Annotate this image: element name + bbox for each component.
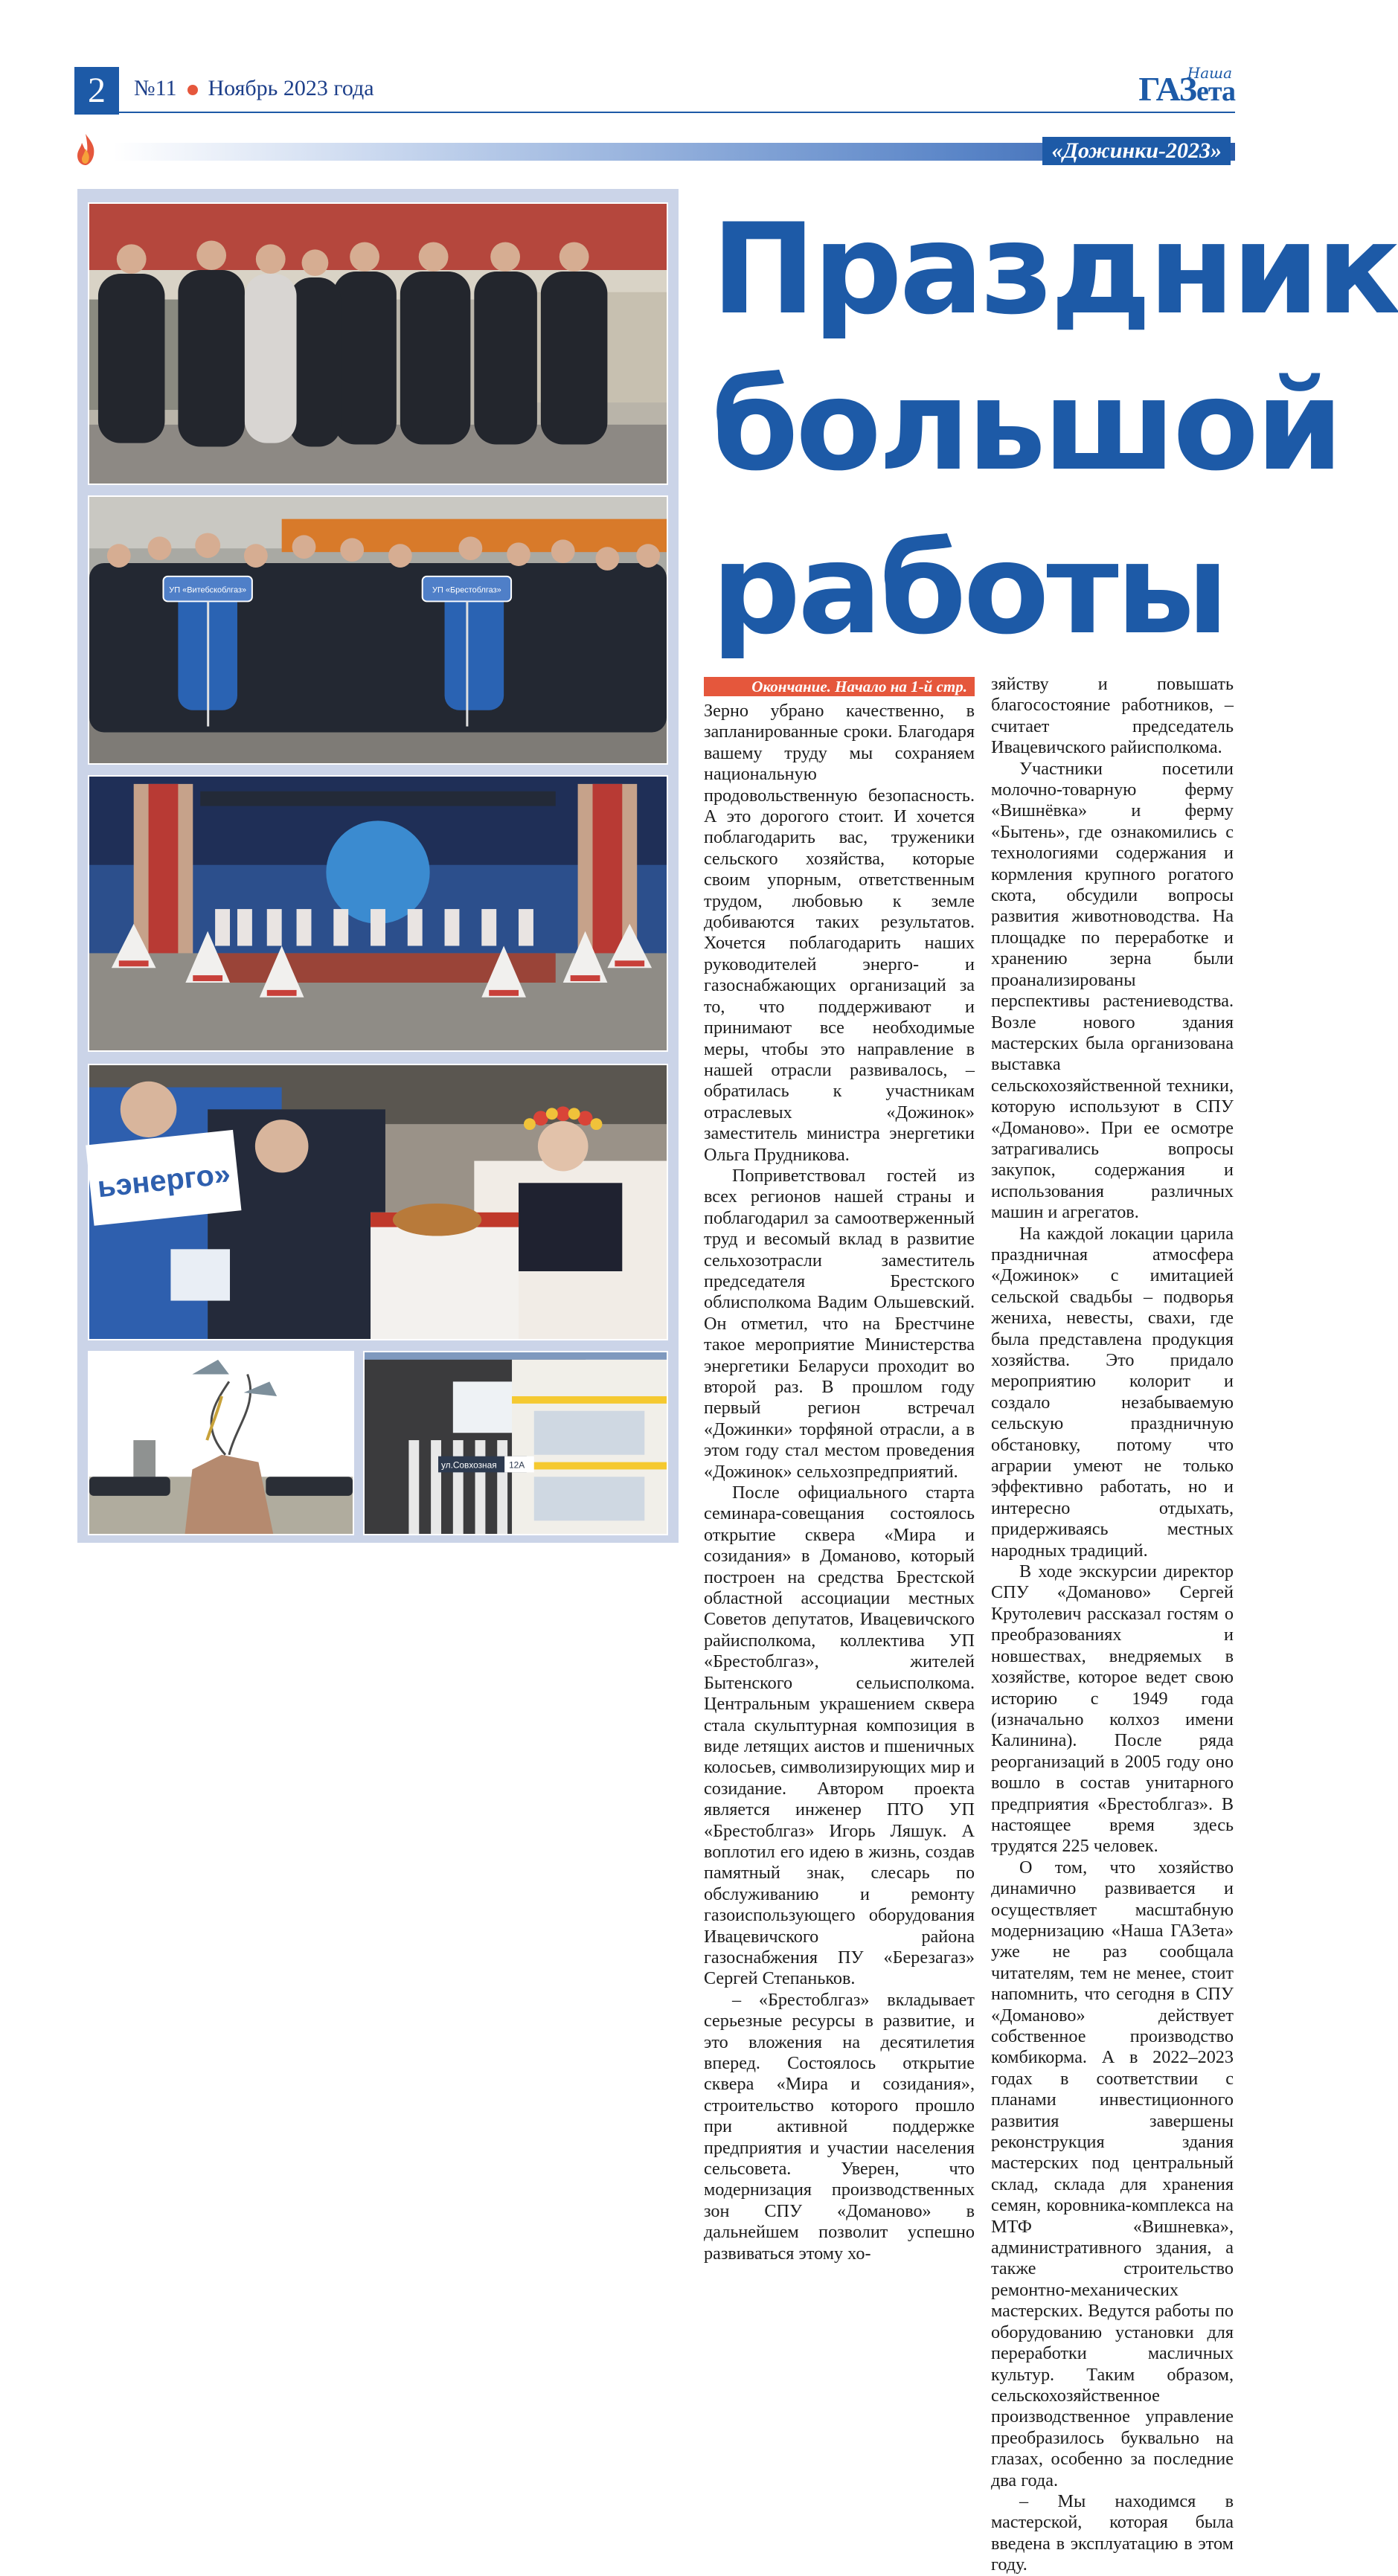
paragraph: В ходе экскурсии директор СПУ «Доманово» Сергей Крутолевич рассказал гостям о преобразованиях и новшествах, внедряемых в хозяйстве, которое ведет свою историю с 1949 года (изначально колхоз имени Калинина). После ряда реорганизаций в 2005 году оно вошло в состав унитарного предприятия «Брестоблгаз». В настоящее время здесь трудятся 225 человек. <box>991 1561 1234 1857</box>
article-column-2 <box>991 674 1234 2576</box>
photo-monument <box>88 1351 354 1535</box>
photo-greeting-image <box>89 1065 667 1339</box>
issue-date: Ноябрь 2023 года <box>208 76 374 100</box>
headline-line-3: работы <box>711 516 1226 662</box>
paragraph: Участники посетили молочно-товарную ферму «Вишнёвка» и ферму «Бытень», где ознакомились с технологиями содержания и кормления крупного рогатого скота, обсудили вопросы развития животноводства. На площадке по переработке и хранению зерна были проанализированы перспективы растениеводства. Возле нового здания мастерских была организована выставка сельскохозяйственной техники, которую используют в СПУ «Доманово». При ее осмотре затрагивались вопросы закупок, содержания и использования различных машин и агрегатов. <box>991 758 1234 1223</box>
newspaper-logo <box>1086 62 1235 110</box>
separator-dot-icon <box>187 85 198 95</box>
headline-line-2: большой <box>711 353 1341 498</box>
paragraph: Зерно убрано качественно, в запланированные сроки. Благодаря вашему труду мы сохраняем национальную продовольственную безопасность. А это дорогого стоит. И хочется поблагодарить вас, труженики сельского хозяйства, которые своим упорным, ответственным трудом, любовью к земле добиваются таких результатов. Хочется поблагодарить наших руководителей энерго- и газоснабжающих организаций за то, что поддерживают и принимают все необходимые меры, чтобы это направление в нашей отрасли развивалось, – обратилась к участникам отраслевых «Дожинок» заместитель министра энергетики Ольга Прудникова. <box>704 701 975 1165</box>
photo-crowd-image <box>89 497 667 763</box>
photo-officials <box>88 202 668 485</box>
header-divider <box>119 112 1235 113</box>
photo-building <box>363 1351 668 1535</box>
photo-crowd <box>88 495 668 765</box>
issue-number: №11 <box>134 76 177 100</box>
logo-top-text: Наша <box>1187 64 1232 82</box>
logo-main-text <box>1138 69 1235 109</box>
paragraph: – «Брестоблгаз» вкладывает серьезные ресурсы в развитие, и это вложения на десятилетия вперед. Состоялось открытие сквера «Мира и созидания», строительство которого прошло при активной поддержке предприятия и участии населения сельсовета. Уверен, что модернизация производственных зон СПУ «Доманово» в дальнейшем позволит успешно развиваться этому хо- <box>704 1989 975 2264</box>
sign-right-text: УП «Брестоблгаз» <box>432 585 501 595</box>
paragraph: зяйству и повышать благосостояние работников, – считает председатель Ивацевичского райисполкома. <box>991 674 1234 758</box>
house-number-text: 12А <box>509 1459 525 1471</box>
page-number: 2 <box>74 67 119 115</box>
paragraph: – Мы находимся в мастерской, которая была введена в эксплуатацию в этом году. <box>991 2490 1234 2575</box>
street-sign-text: ул.Совхозная <box>440 1459 497 1471</box>
paragraph: На каждой локации царила праздничная атмосфера «Дожинок» с имитацией сельской свадьбы – подворья жениха, невесты, свахи, где была представлена продукция хозяйства. Это придало мероприятию колорит и создало незабываемую сельскую праздничную обстановку, потому что аграрии умеют не только эффективно работать, но и интересно отдыхать, придерживаясь местных народных традиций. <box>991 1223 1234 1561</box>
photo-greeting <box>88 1064 668 1340</box>
paragraph: После официального старта семинара-совещания состоялось открытие сквера «Мира и созидания» в Доманово, который построен на средства Брестской областной ассоциации местных Советов депутатов, Ивацевичского райисполкома, коллектива УП «Брестоблгаз», жителей Бытенского сельисполкома. Центральным украшением сквера стала скульптурная композиция в виде летящих аистов и пшеничных колосьев, символизирующих мир и созидание. Автором проекта является инженер ПТО УП «Брестоблгаз» Игорь Ляшук. А воплотил его идею в жизнь, создав памятный знак, слесарь по обслуживанию и ремонту газоиспользующего оборудования Ивацевичского района газоснабжения ПУ «Березагаз» Сергей Степаньков. <box>704 1483 975 1989</box>
photo-stage-image <box>89 777 667 1050</box>
article-column-1 <box>704 701 975 2264</box>
photo-collage <box>77 189 679 1543</box>
paragraph: Поприветствовал гостей из всех регионов нашей страны и поблагодарил за самоотверженный труд и весомый вклад в развитие сельхозотрасли заместитель председателя Брестского облисполкома Вадим Ольшевский. Он отметил, что на Брестчине такое мероприятие Министерства энергетики Беларуси проходит во второй раз. В прошлом году первый регион встречал «Дожинки» торфяной отрасли, а в этом году стал местом проведения «Дожинок» сельхозпредприятий. <box>704 1165 975 1482</box>
paragraph: О том, что хозяйство динамично развивается и осуществляет масштабную модернизацию «Наша ГАЗета» уже не раз сообщала читателям, тем не менее, стоит напомнить, что сегодня в СПУ «Доманово» действует собственное производство комбикорма. А в 2022–2023 годах в соответствии с планами инвестиционного развития завершены реконструкция здания мастерских под центральный склад, склада для хранения семян, коровника-комплекса на МТФ «Вишневка», административного здания, а также строительство ремонтно-механических мастерских. Ведутся работы по оборудованию установки для переработки масличных культур. Таким образом, сельскохозяйственное производственное управление преобразилось буквально на глазах, особенно за последние два года. <box>991 1857 1234 2490</box>
photo-building-image <box>365 1352 667 1534</box>
headline-line-1: Праздник <box>711 196 1398 342</box>
photo-monument-image <box>89 1352 353 1534</box>
rubric-bar <box>74 138 1235 164</box>
rubric-label: «Дожинки-2023» <box>1042 137 1231 165</box>
banner-text: ьэнерго» <box>95 1157 232 1204</box>
continuation-kicker: Окончание. Начало на 1-й стр. <box>704 677 975 696</box>
photo-stage <box>88 775 668 1052</box>
sign-left-text: УП «Витебскоблгаз» <box>169 585 247 595</box>
article-headline <box>711 195 1398 671</box>
issue-info <box>134 76 374 101</box>
page-header <box>74 64 1235 115</box>
flame-icon <box>74 132 97 167</box>
logo-main-part-b: ета <box>1196 76 1235 107</box>
photo-officials-image <box>89 204 667 484</box>
logo-main-part-a: ГАЗ <box>1138 70 1196 108</box>
